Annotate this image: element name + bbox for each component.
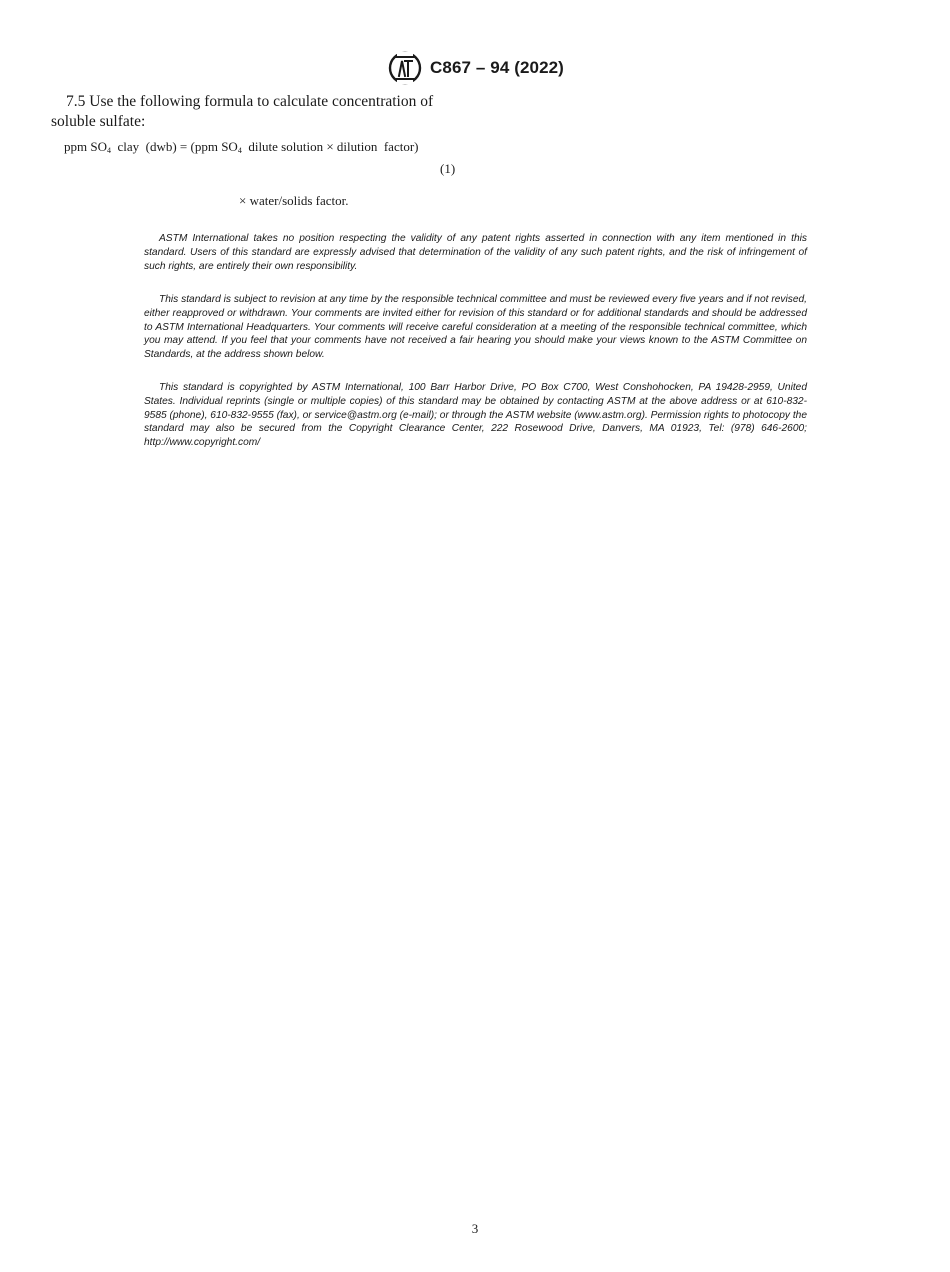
equation-lhs-subscript: 4	[106, 146, 111, 155]
equation-continuation: × water/solids factor.	[239, 193, 349, 208]
equation-number: (1)	[440, 161, 456, 176]
astm-logo-icon	[386, 50, 424, 86]
equation-lhs-suffix: clay (dwb) = (ppm SO	[110, 139, 238, 154]
section-7-5-paragraph: 7.5 Use the following formula to calculate concentration of soluble sulfate:	[51, 93, 434, 130]
equation-rhs-subscript: 4	[237, 146, 242, 155]
equation-lhs-prefix: ppm SO	[64, 139, 107, 154]
document-designation: C867 – 94 (2022)	[430, 58, 564, 77]
sulfate-equation	[64, 139, 419, 155]
page-header	[0, 50, 950, 86]
patent-notice: ASTM International takes no position respecting the validity of any patent rights asserted in connection with any item mentioned in this standard. Users of this standard are expressly advised that determination of the validity of any such patent rights, and the risk of infringement of such rights, are entirely their own responsibility.	[144, 233, 807, 272]
equation-rhs-suffix: dilute solution × dilution factor)	[241, 139, 419, 154]
copyright-notice: This standard is copyrighted by ASTM International, 100 Barr Harbor Drive, PO Box C700, West Conshohocken, PA 19428-2959, United States. Individual reprints (single or multiple copies) of this standard may be obtained by contacting ASTM at the above address or at 610-832-9585 (phone), 610-832-9555 (fax), or service@astm.org (e-mail); or through the ASTM website (www.astm.org). Permission rights to photocopy the standard may also be secured from the Copyright Clearance Center, 222 Rosewood Drive, Danvers, MA 01923, Tel: (978) 646-2600; http://www.copyright.com/	[144, 382, 807, 449]
revision-notice: This standard is subject to revision at any time by the responsible technical committee and must be reviewed every five years and if not revised, either reapproved or withdrawn. Your comments are invited either for revision of this standard or for additional standards and should be addressed to ASTM International Headquarters. Your comments will receive careful consideration at a meeting of the responsible technical committee, which you may attend. If you feel that your comments have not received a fair hearing you should make your views known to the ASTM Committee on Standards, at the address shown below.	[144, 294, 807, 361]
page-number: 3	[471, 1221, 479, 1236]
